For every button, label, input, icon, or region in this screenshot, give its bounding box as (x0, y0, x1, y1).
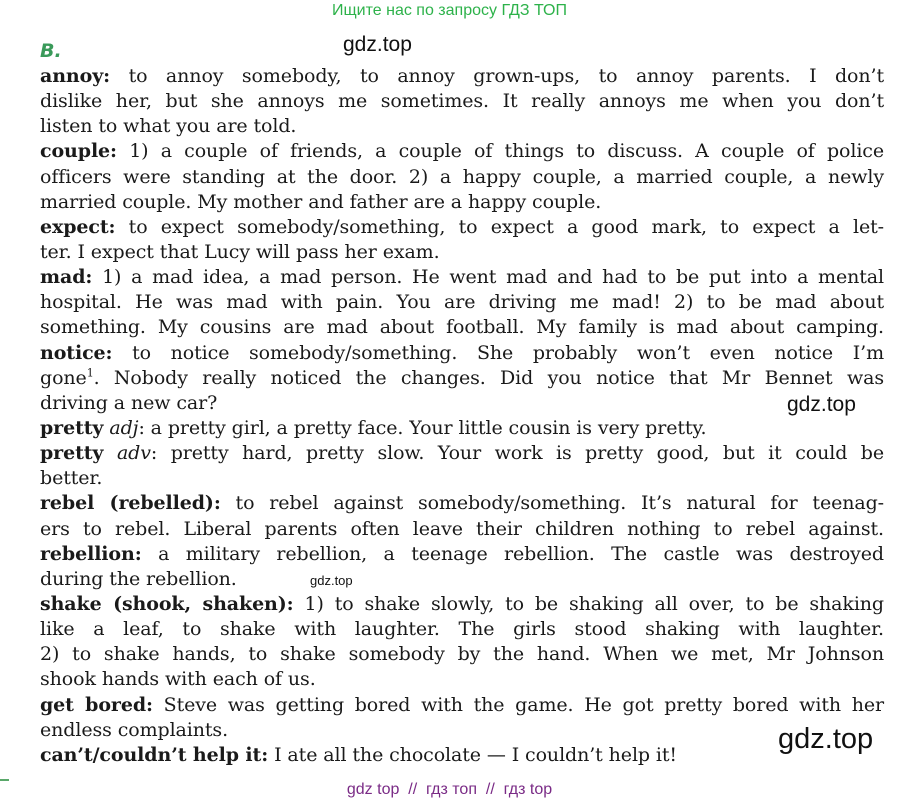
definition-text: something. My cousins are mad about football. My family is mad about camping. (40, 316, 884, 339)
vocabulary-list (40, 64, 884, 768)
definition-text: ter. I expect that Lucy will pass her exam. (40, 240, 440, 263)
entry-get-bored (40, 693, 884, 718)
entry-pretty-adj (40, 416, 884, 441)
term: annoy: (40, 65, 111, 87)
definition-text: I ate all the chocolate — I couldn’t help it! (268, 743, 677, 766)
entry-line (40, 240, 884, 265)
entry-couple (40, 139, 884, 164)
entry-mad (40, 265, 884, 290)
term: expect: (40, 215, 116, 238)
definition-text: hospital. He was mad with pain. You are driving me mad! 2) to be mad about (40, 291, 884, 314)
entry-cant-help-it (40, 743, 884, 768)
entry-rebellion (40, 542, 884, 567)
term: pretty (40, 416, 104, 439)
entry-line (40, 315, 884, 340)
definition-text: : a pretty girl, a pretty face. Your little cousin is very pretty. (138, 416, 707, 439)
definition-text: 1) a mad idea, a mad person. He went mad and had to be put into a mental (92, 266, 884, 289)
definition-text: ers to rebel. Liberal parents often leave their children nothing to rebel against. (40, 517, 884, 540)
definition-text: to annoy somebody, to annoy grown-ups, to annoy parents. I don’t (110, 65, 884, 87)
part-of-speech: adj (109, 416, 139, 439)
entry-line (40, 567, 884, 592)
term: rebel (rebelled): (40, 492, 221, 515)
entry-line (40, 517, 884, 542)
definition-text: 2) to shake hands, to shake somebody by the hand. When we met, Mr Johnson (40, 643, 884, 666)
definition-text: like a leaf, to shake with laughter. The girls stood shaking with laughter. (40, 618, 884, 641)
footnote-marker: 1 (86, 366, 94, 380)
term: can’t/couldn’t help it: (40, 743, 269, 766)
term: couple: (40, 140, 117, 163)
definition-text: 1) a couple of friends, a couple of things to discuss. A couple of police (116, 140, 884, 163)
entry-line (40, 617, 884, 642)
definition-text: driving a new car? (40, 391, 218, 414)
entry-shake (40, 592, 884, 617)
entry-line (40, 667, 884, 692)
definition-text: shook hands with each of us. (40, 668, 316, 691)
definition-text: to expect somebody/something, to expect a good mark, to expect a let- (115, 215, 884, 238)
definition-text: dislike her, but she annoys me sometimes. It really annoys me when you don’t (40, 90, 884, 113)
entry-annoy (40, 64, 884, 89)
entry-line (40, 290, 884, 315)
entry-line (40, 642, 884, 667)
entry-line (40, 165, 884, 190)
watermark: gdz.top (787, 393, 856, 416)
definition-text: . Nobody really noticed the changes. Did you notice that Mr Bennet was (93, 366, 884, 389)
entry-line (40, 718, 884, 743)
part-of-speech: adv (116, 442, 151, 465)
term: notice: (40, 341, 113, 364)
definition-text: : pretty hard, pretty slow. Your work is pretty good, but it could be (150, 442, 884, 465)
term: rebellion: (40, 542, 142, 565)
definition-text: a military rebellion, a teenage rebellion. The castle was destroyed (141, 542, 884, 565)
entry-line (40, 366, 884, 391)
entry-line (40, 190, 884, 215)
entry-line (40, 89, 884, 114)
entry-rebel (40, 491, 884, 516)
definition-text: listen to what you are told. (40, 115, 297, 138)
definition-text: to notice somebody/something. She probably won’t even notice I’m (112, 341, 884, 364)
entry-notice (40, 341, 884, 366)
definition-text: gone (40, 366, 87, 389)
entry-expect (40, 215, 884, 240)
entry-line (40, 391, 884, 416)
definition-text: to rebel against somebody/something. It’s natural for teenag- (220, 492, 884, 515)
watermark: gdz.top (343, 33, 412, 56)
top-banner: Ищите нас по запросу ГДЗ ТОП (332, 2, 567, 19)
definition-text: married couple. My mother and father are a happy couple. (40, 190, 602, 213)
entry-line (40, 466, 884, 491)
section-letter: B. (40, 40, 62, 62)
entry-line (40, 114, 884, 139)
term: get bored: (40, 693, 153, 716)
definition-text: endless complaints. (40, 718, 229, 741)
definition-text: 1) to shake slowly, to be shaking all over, to be shaking (293, 592, 884, 615)
watermark: gdz.top (778, 723, 874, 755)
watermark: gdz.top (310, 573, 353, 588)
term: shake (shook, shaken): (40, 592, 294, 615)
bottom-watermark: gdz top // гдз топ // гдз top (346, 781, 553, 798)
definition-text: during the rebellion. (40, 567, 237, 590)
entry-pretty-adv (40, 441, 884, 466)
definition-text: better. (40, 467, 103, 490)
definition-text: Steve was getting bored with the game. He got pretty bored with her (152, 693, 884, 716)
term: mad: (40, 266, 93, 289)
term: pretty (40, 442, 104, 465)
definition-text: officers were standing at the door. 2) a happy couple, a married couple, a newly (40, 165, 884, 188)
